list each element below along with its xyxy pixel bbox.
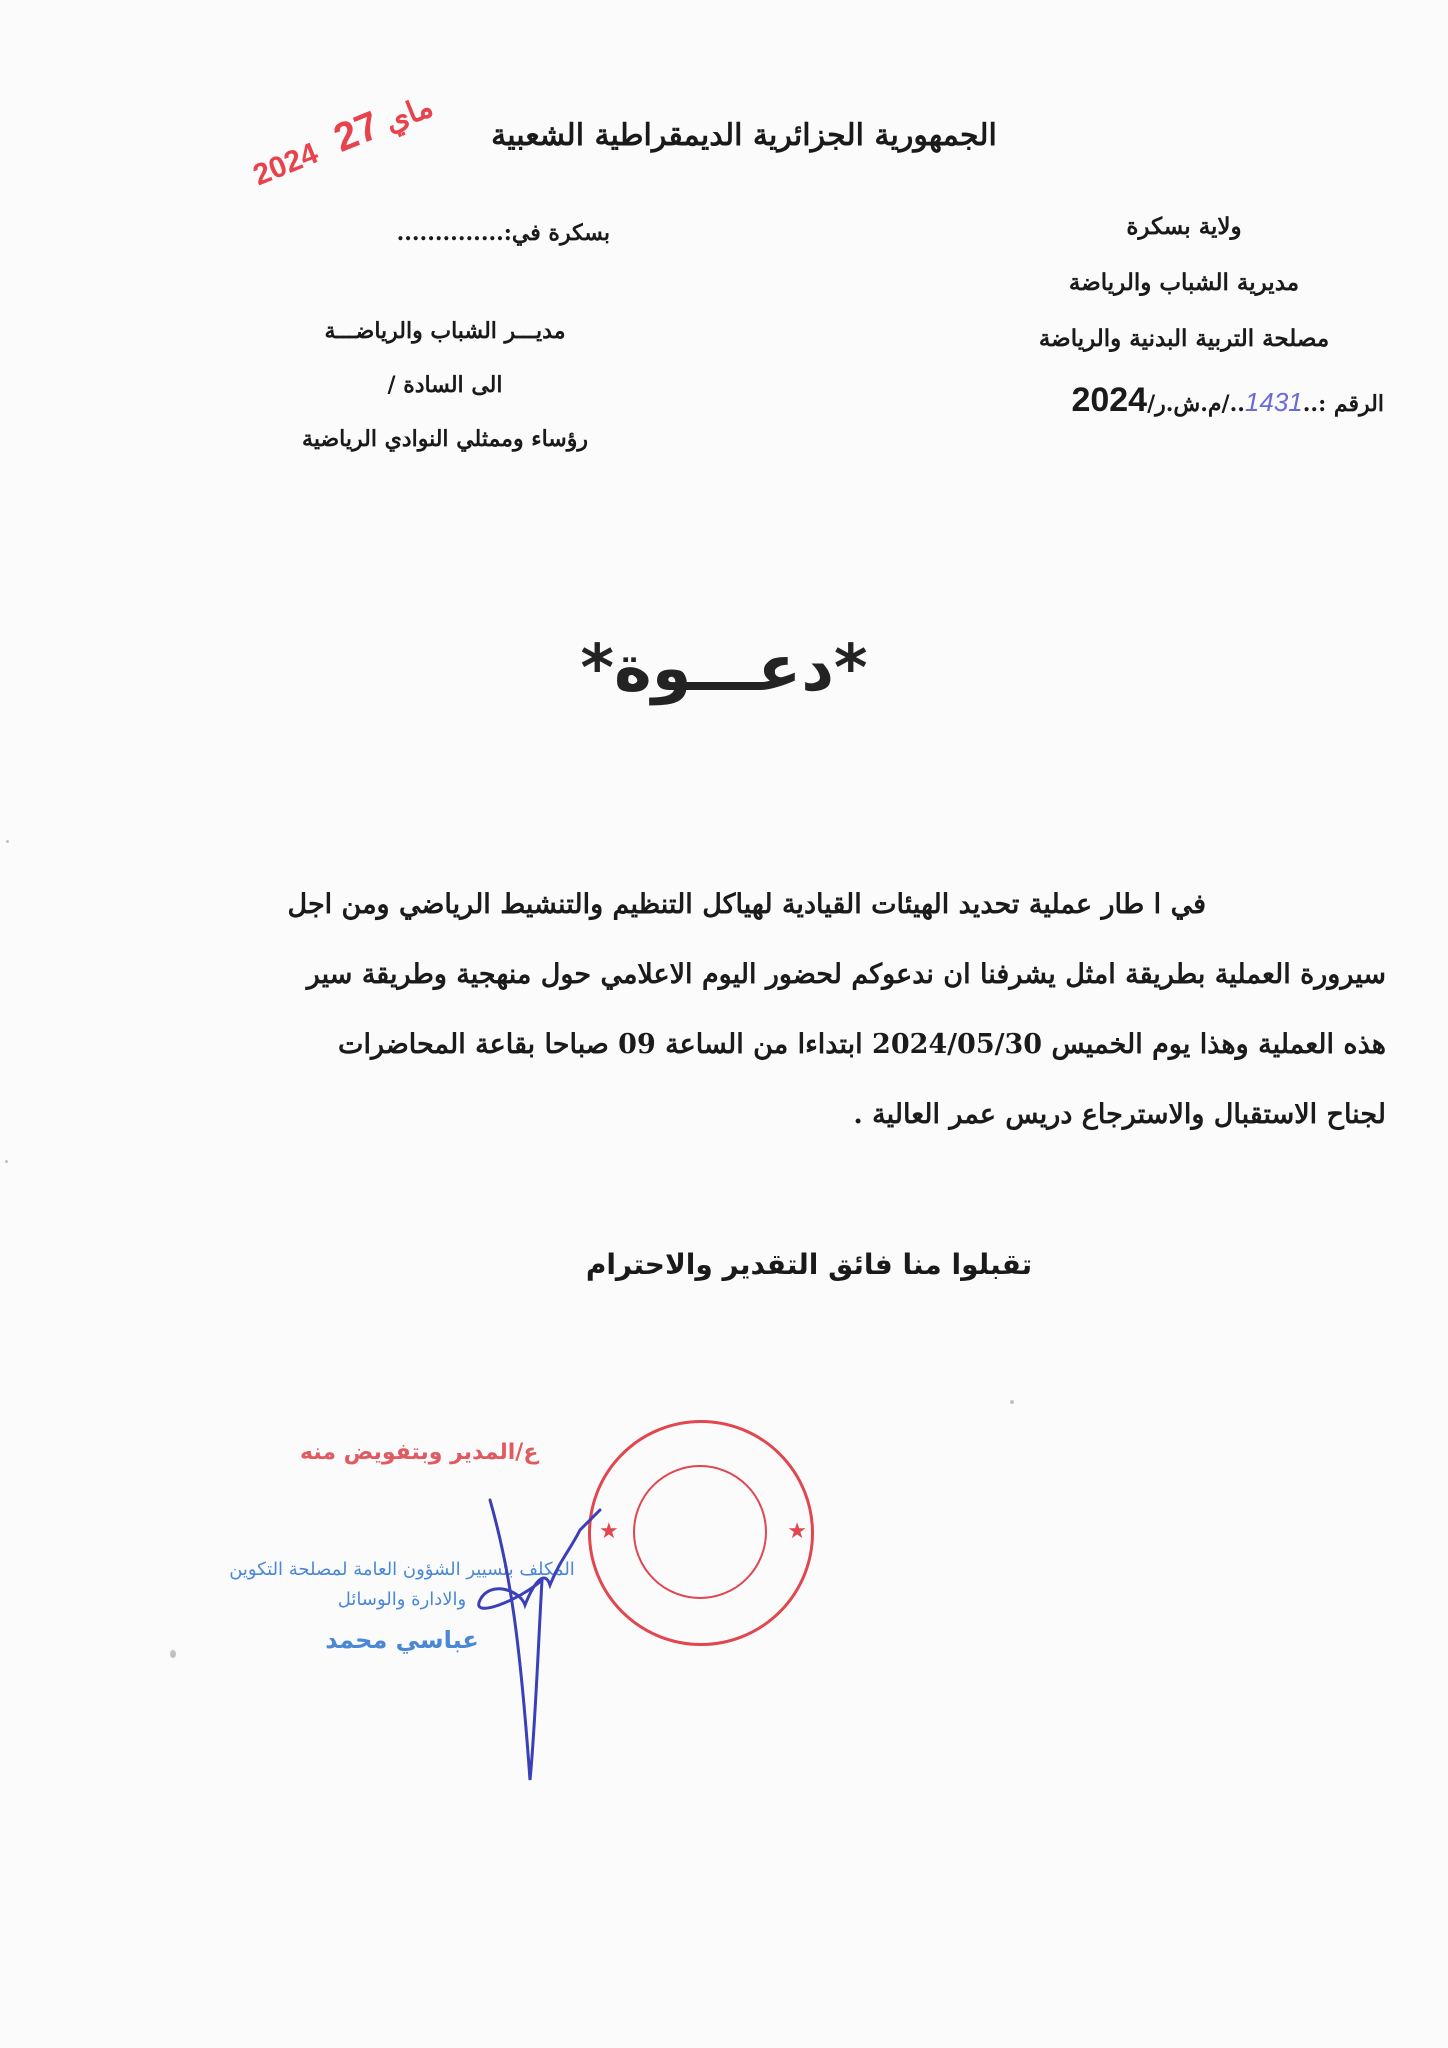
closing-line: تقبلوا منا فائق التقدير والاحترام xyxy=(585,1248,1033,1281)
recipients: رؤساء وممثلي النوادي الرياضية xyxy=(302,426,588,452)
scan-speck xyxy=(1010,1400,1014,1404)
to-label: الى السادة / xyxy=(387,372,503,398)
seal-inner-ring xyxy=(633,1465,767,1599)
reference-handwritten-number: 1431 xyxy=(1244,387,1303,417)
invitation-body xyxy=(165,870,1386,1150)
sender-block xyxy=(984,215,1384,450)
stamp-month: ماي xyxy=(380,90,438,140)
scan-speck xyxy=(6,840,9,843)
place-date-line: بسكرة في:.............. xyxy=(396,220,610,246)
delegation-stamp: ع/المدير وبتفويض منه xyxy=(300,1440,539,1465)
service: مصلحة التربية البدنية والرياضة xyxy=(1038,325,1330,352)
republic-heading: الجمهورية الجزائرية الديمقراطية الشعبية xyxy=(491,118,997,153)
recipient-block xyxy=(280,220,610,482)
scan-speck xyxy=(170,1650,176,1658)
reference-number: الرقم :..1431../م.ش.ر/2024 xyxy=(1071,381,1384,419)
body-line: سيرورة العملية بطريقة امثل يشرفنا ان ندعوكم لحضور اليوم الاعلامي حول منهجية وطريقة سير xyxy=(306,959,1386,990)
signatory-title-2: والادارة والوسائل xyxy=(337,1589,467,1610)
stamp-year: 2024 xyxy=(248,136,323,193)
body-line: لجناح الاستقبال والاسترجاع دريس عمر العالية . xyxy=(853,1099,1386,1130)
signatory-title-1: المكلف بتسيير الشؤون العامة لمصلحة التكوين xyxy=(229,1559,575,1580)
seal-star-icon: ★ xyxy=(787,1519,807,1544)
scan-speck xyxy=(5,1160,8,1163)
document-title: *دعـــوة* xyxy=(580,632,868,706)
body-line: في ا طار عملية تحديد الهيئات القيادية لهياكل التنظيم والتنشيط الرياضي ومن اجل xyxy=(287,889,1206,920)
signatory-name: عباسي محمد xyxy=(325,1626,479,1654)
reference-suffix: /م.ش.ر/ xyxy=(1147,391,1230,417)
reference-label: الرقم : xyxy=(1318,391,1384,417)
directorate: مديرية الشباب والرياضة xyxy=(1068,269,1300,296)
wilaya: ولاية بسكرة xyxy=(1126,213,1242,240)
from-line: مديـــر الشباب والرياضـــة xyxy=(324,318,566,344)
stamp-day: 27 xyxy=(327,103,386,161)
reference-year: 2024 xyxy=(1071,381,1148,419)
seal-star-icon: ★ xyxy=(599,1519,619,1544)
body-line: هذه العملية وهذا يوم الخميس 2024/05/30 ابتداءا من الساعة 09 صباحا بقاعة المحاضرات xyxy=(338,1029,1386,1060)
handwritten-signature xyxy=(450,1490,650,1790)
